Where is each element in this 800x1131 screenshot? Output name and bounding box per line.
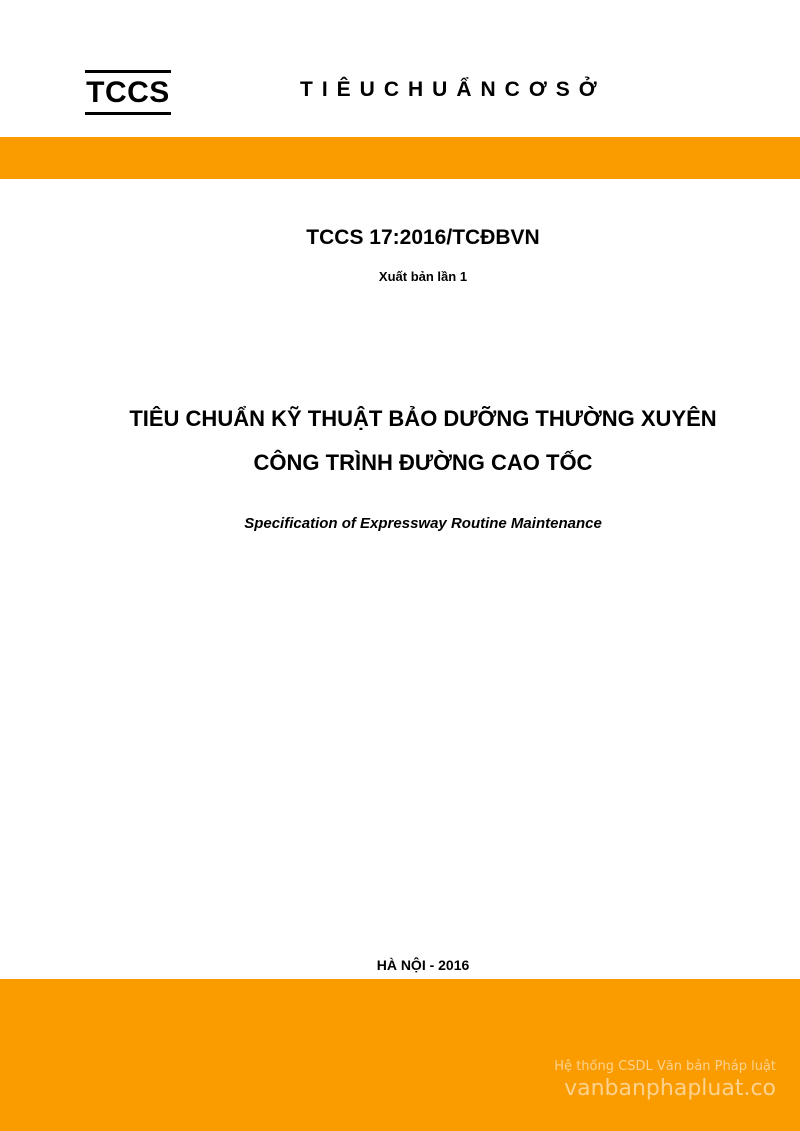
page-header bbox=[0, 0, 800, 137]
logo-bottom-rule bbox=[85, 112, 171, 115]
logo-top-rule bbox=[85, 70, 171, 73]
document-title-line-1: TIÊU CHUẨN KỸ THUẬT BẢO DƯỠNG THƯỜNG XUYÊN bbox=[129, 406, 717, 431]
english-subtitle: Specification of Expressway Routine Maintenance bbox=[244, 515, 602, 532]
watermark bbox=[554, 1058, 776, 1102]
header-title: TIÊUCHUẨNCƠSỞ bbox=[300, 78, 606, 101]
top-orange-band bbox=[0, 137, 800, 179]
watermark-caption: Hệ thống CSDL Văn bản Pháp luật bbox=[554, 1059, 776, 1074]
tccs-logo bbox=[84, 70, 172, 116]
logo-text: TCCS bbox=[86, 76, 170, 109]
edition-label: Xuất bản lần 1 bbox=[378, 269, 468, 284]
standard-code: TCCS 17:2016/TCĐBVN bbox=[306, 226, 540, 249]
document-title-line-2: CÔNG TRÌNH ĐƯỜNG CAO TỐC bbox=[253, 450, 593, 475]
place-and-year: HÀ NỘI - 2016 bbox=[376, 957, 470, 973]
bottom-orange-band bbox=[0, 979, 800, 1131]
watermark-domain: vanbanphapluat.co bbox=[564, 1076, 776, 1101]
